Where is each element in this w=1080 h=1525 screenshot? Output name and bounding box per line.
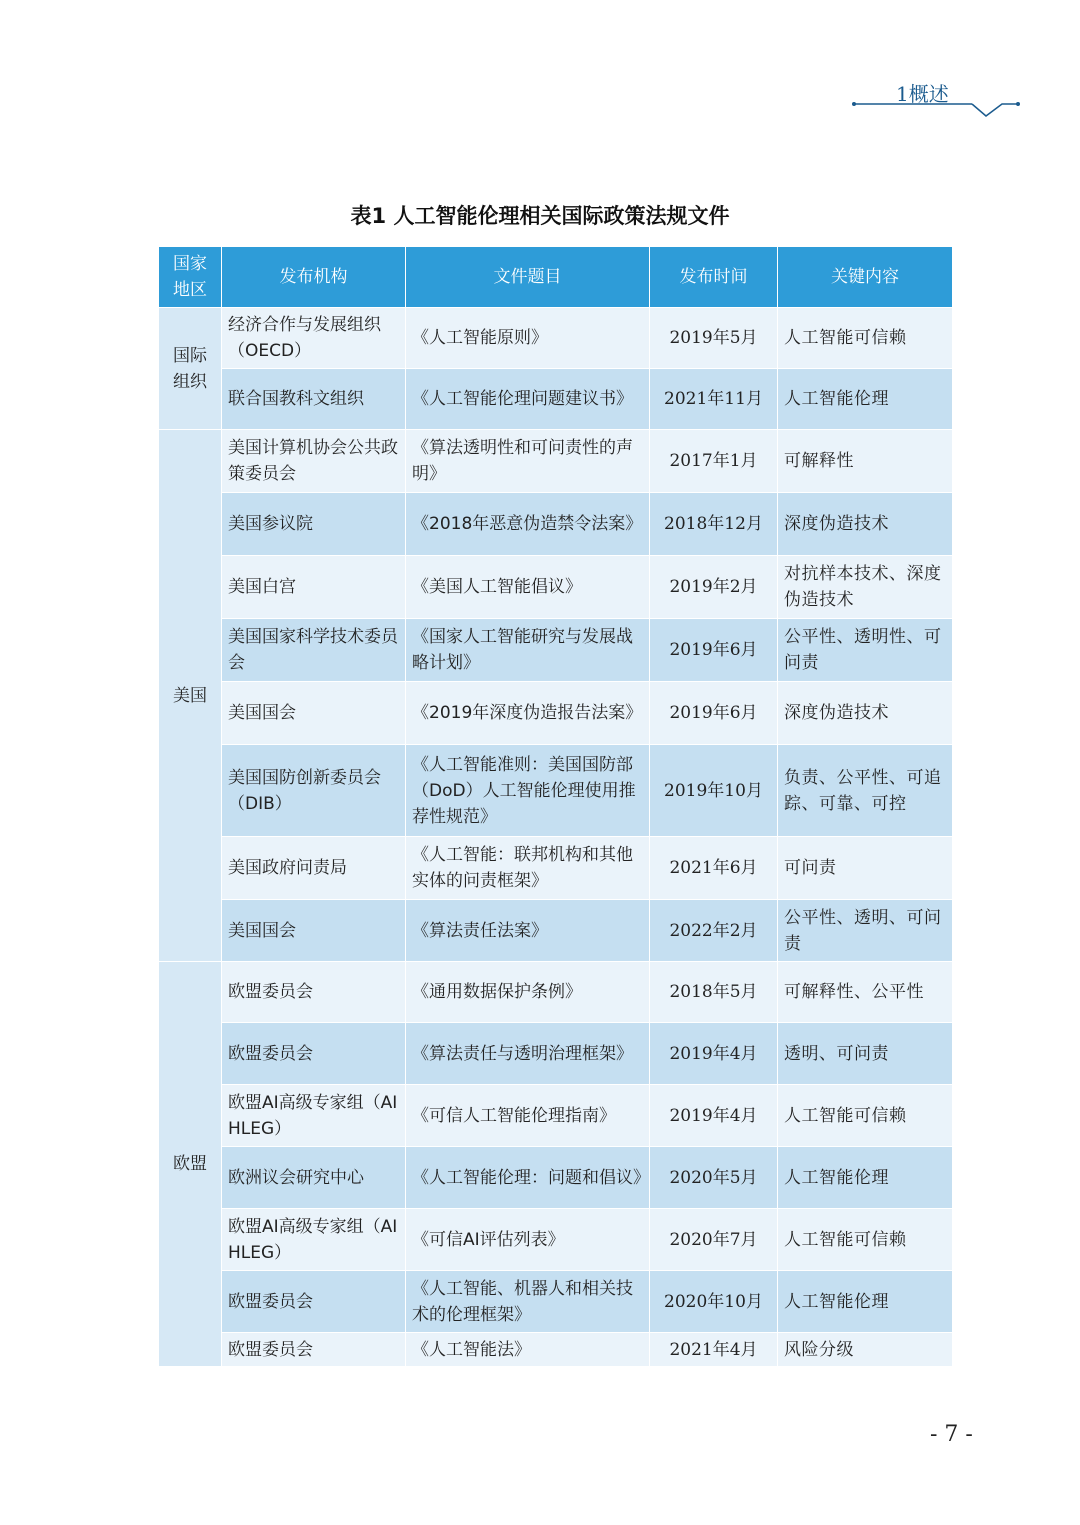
table-row (159, 493, 953, 556)
key-cell: 人工智能可信赖 (778, 1085, 953, 1147)
key-cell: 负责、公平性、可追踪、可靠、可控 (778, 745, 953, 837)
title-cell: 《2019年深度伪造报告法案》 (406, 682, 650, 745)
key-cell: 风险分级 (778, 1333, 953, 1367)
date-cell: 2018年5月 (650, 962, 778, 1023)
title-cell: 《美国人工智能倡议》 (406, 556, 650, 619)
table-row (159, 837, 953, 900)
title-cell: 《人工智能准则：美国国防部（DoD）人工智能伦理使用推荐性规范》 (406, 745, 650, 837)
date-cell: 2019年6月 (650, 682, 778, 745)
date-cell: 2019年4月 (650, 1023, 778, 1085)
date-cell: 2018年12月 (650, 493, 778, 556)
table-row (159, 745, 953, 837)
org-cell: 欧盟委员会 (222, 1333, 406, 1367)
date-cell: 2019年6月 (650, 619, 778, 682)
date-cell: 2020年5月 (650, 1147, 778, 1209)
header-org: 发布机构 (222, 247, 406, 308)
org-cell: 美国参议院 (222, 493, 406, 556)
table-body (159, 308, 953, 1367)
chapter-label: 1概述 (896, 82, 949, 106)
org-cell: 美国白宫 (222, 556, 406, 619)
title-cell: 《国家人工智能研究与发展战略计划》 (406, 619, 650, 682)
table-row (159, 308, 953, 369)
key-cell: 人工智能可信赖 (778, 308, 953, 369)
org-cell: 美国国会 (222, 682, 406, 745)
key-cell: 透明、可问责 (778, 1023, 953, 1085)
region-cell: 欧盟 (159, 962, 222, 1367)
page-number: - 7 - (930, 1422, 973, 1447)
table-header-row (159, 247, 953, 308)
table-title: 表1 人工智能伦理相关国际政策法规文件 (350, 204, 730, 228)
date-cell: 2017年1月 (650, 430, 778, 493)
title-cell: 《算法透明性和可问责性的声明》 (406, 430, 650, 493)
table-row (159, 1209, 953, 1271)
org-cell: 美国国会 (222, 900, 406, 962)
title-cell: 《2018年恶意伪造禁令法案》 (406, 493, 650, 556)
date-cell: 2022年2月 (650, 900, 778, 962)
title-cell: 《可信AI评估列表》 (406, 1209, 650, 1271)
title-cell: 《人工智能伦理问题建议书》 (406, 369, 650, 430)
table-row (159, 369, 953, 430)
org-cell: 欧洲议会研究中心 (222, 1147, 406, 1209)
title-cell: 《人工智能原则》 (406, 308, 650, 369)
header-date: 发布时间 (650, 247, 778, 308)
date-cell: 2021年6月 (650, 837, 778, 900)
date-cell: 2019年5月 (650, 308, 778, 369)
org-cell: 经济合作与发展组织（OECD） (222, 308, 406, 369)
date-cell: 2019年10月 (650, 745, 778, 837)
table-row (159, 962, 953, 1023)
org-cell: 美国国防创新委员会（DIB） (222, 745, 406, 837)
header-title: 文件题目 (406, 247, 650, 308)
org-cell: 美国国家科学技术委员会 (222, 619, 406, 682)
org-cell: 欧盟AI高级专家组（AI HLEG） (222, 1209, 406, 1271)
table-row (159, 682, 953, 745)
key-cell: 可解释性 (778, 430, 953, 493)
title-cell: 《通用数据保护条例》 (406, 962, 650, 1023)
key-cell: 深度伪造技术 (778, 493, 953, 556)
date-cell: 2019年2月 (650, 556, 778, 619)
header-region: 国家 地区 (159, 247, 222, 308)
table-row (159, 1085, 953, 1147)
region-cell: 国际组织 (159, 308, 222, 430)
org-cell: 欧盟委员会 (222, 1271, 406, 1333)
title-cell: 《可信人工智能伦理指南》 (406, 1085, 650, 1147)
table-row (159, 1333, 953, 1367)
table-row (159, 900, 953, 962)
title-cell: 《人工智能伦理：问题和倡议》 (406, 1147, 650, 1209)
table-row (159, 1023, 953, 1085)
date-cell: 2021年4月 (650, 1333, 778, 1367)
key-cell: 公平性、透明性、可问责 (778, 619, 953, 682)
org-cell: 美国计算机协会公共政策委员会 (222, 430, 406, 493)
org-cell: 欧盟委员会 (222, 1023, 406, 1085)
date-cell: 2020年7月 (650, 1209, 778, 1271)
table-row (159, 1147, 953, 1209)
org-cell: 联合国教科文组织 (222, 369, 406, 430)
title-cell: 《人工智能：联邦机构和其他实体的问责框架》 (406, 837, 650, 900)
key-cell: 对抗样本技术、深度伪造技术 (778, 556, 953, 619)
key-cell: 人工智能伦理 (778, 1271, 953, 1333)
key-cell: 可问责 (778, 837, 953, 900)
title-cell: 《算法责任与透明治理框架》 (406, 1023, 650, 1085)
key-cell: 可解释性、公平性 (778, 962, 953, 1023)
table-row (159, 619, 953, 682)
org-cell: 欧盟AI高级专家组（AI HLEG） (222, 1085, 406, 1147)
header-rule (852, 96, 1022, 120)
table-row (159, 430, 953, 493)
header-key: 关键内容 (778, 247, 953, 308)
title-cell: 《人工智能、机器人和相关技术的伦理框架》 (406, 1271, 650, 1333)
table-row (159, 556, 953, 619)
title-cell: 《算法责任法案》 (406, 900, 650, 962)
policy-table (158, 246, 953, 1367)
org-cell: 欧盟委员会 (222, 962, 406, 1023)
key-cell: 人工智能伦理 (778, 369, 953, 430)
key-cell: 深度伪造技术 (778, 682, 953, 745)
region-cell: 美国 (159, 430, 222, 962)
table-row (159, 1271, 953, 1333)
key-cell: 公平性、透明、可问责 (778, 900, 953, 962)
date-cell: 2020年10月 (650, 1271, 778, 1333)
title-cell: 《人工智能法》 (406, 1333, 650, 1367)
key-cell: 人工智能伦理 (778, 1147, 953, 1209)
date-cell: 2019年4月 (650, 1085, 778, 1147)
date-cell: 2021年11月 (650, 369, 778, 430)
org-cell: 美国政府问责局 (222, 837, 406, 900)
key-cell: 人工智能可信赖 (778, 1209, 953, 1271)
